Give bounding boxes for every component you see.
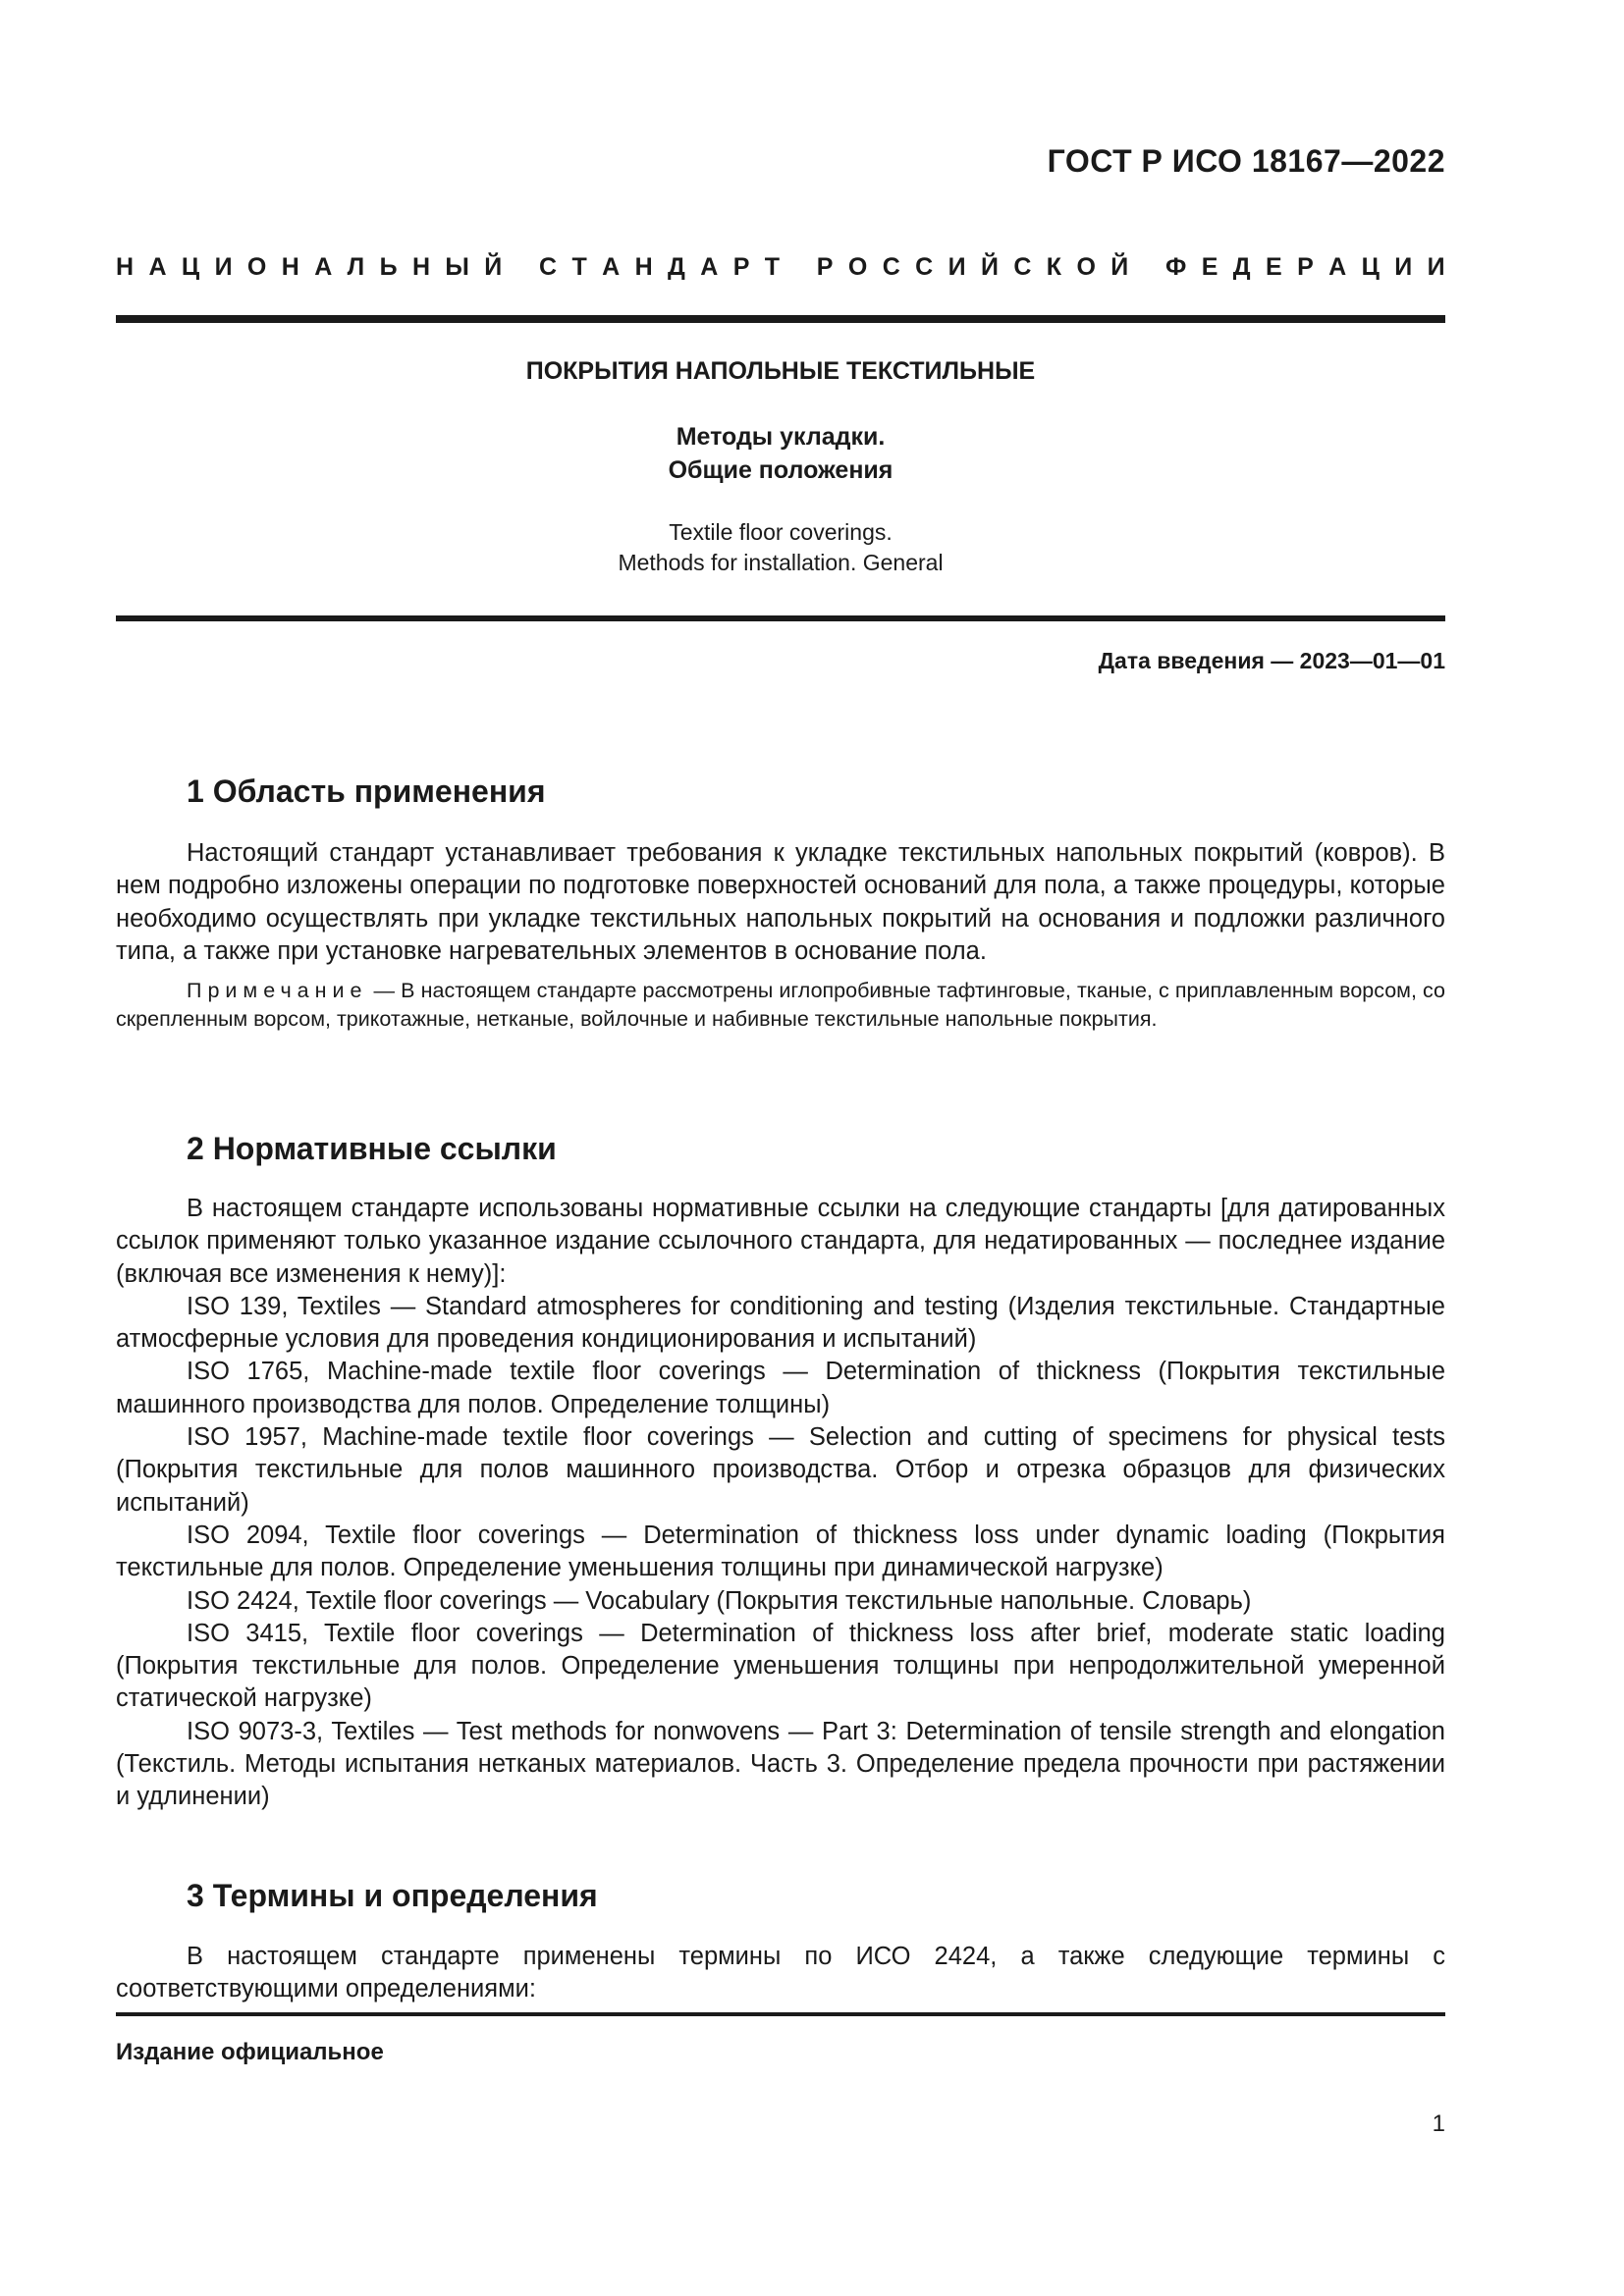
standard-title: ПОКРЫТИЯ НАПОЛЬНЫЕ ТЕКСТИЛЬНЫЕ (525, 357, 1036, 385)
banner-letter: Р (732, 253, 750, 281)
section-2-heading: 2 Нормативные ссылки (187, 1131, 557, 1166)
banner-space (1144, 253, 1151, 282)
banner-letter: О (1076, 253, 1096, 281)
banner-letter: Е (1201, 253, 1218, 281)
banner-letter: Н (411, 253, 431, 281)
note-text: — В настоящем стандарте рассмотрены иглопробивные тафтинговые, тканые, с приплавленным ворсом, со скрепленным ворсом, трикотажные, нетканые, войлочные и набивные текстильные напольные покрытия. (116, 979, 1445, 1031)
banner-letter: Т (764, 253, 781, 281)
banner-letter: А (148, 253, 167, 281)
banner-letter: Ц (181, 253, 200, 281)
banner-letter: Ц (1361, 253, 1380, 281)
banner-letter: Ь (379, 253, 398, 281)
banner-letter: С (915, 253, 934, 281)
banner-letter: С (1013, 253, 1032, 281)
standard-designation: ГОСТ Р ИСО 18167—2022 (1047, 143, 1445, 179)
reference-item: ISO 1765, Machine-made textile floor coverings — Determination of thickness (Покрытия текстильные машинного производства для полов. Определение толщины) (116, 1358, 1445, 1418)
banner-letter: С (539, 253, 558, 281)
banner-letter: Й (1110, 253, 1129, 281)
section-3-heading: 3 Термины и определения (187, 1878, 598, 1913)
subtitle-line-2: Общие положения (668, 456, 893, 484)
banner-letter: Й (980, 253, 999, 281)
page-number: 1 (1432, 2110, 1445, 2137)
reference-item: ISO 2424, Textile floor coverings — Vocabulary (Покрытия текстильные напольные. Словарь) (187, 1586, 1252, 1615)
banner-letter: Н (281, 253, 299, 281)
banner-letter: Т (571, 253, 587, 281)
subtitle-line-1: Методы укладки. (676, 423, 886, 451)
section-1-note (116, 977, 1445, 1034)
national-standard-banner (116, 253, 1445, 282)
banner-letter: Д (668, 253, 685, 281)
introduction-date: Дата введения — 2023—01—01 (1098, 648, 1445, 673)
footer-divider (116, 2012, 1445, 2016)
banner-letter: К (1046, 253, 1062, 281)
banner-letter: О (246, 253, 267, 281)
banner-letter: Й (484, 253, 503, 281)
banner-letter: Р (816, 253, 834, 281)
reference-item: ISO 139, Textiles — Standard atmospheres for conditioning and testing (Изделия текстильные. Стандартные атмосферные условия для проведения кондиционирования и испытаний) (116, 1292, 1445, 1354)
banner-letter: Е (1266, 253, 1282, 281)
banner-letter: Д (1232, 253, 1251, 281)
banner-letter: А (700, 253, 719, 281)
title-divider (116, 615, 1445, 621)
banner-letter: И (947, 253, 966, 281)
reference-item: ISO 2094, Textile floor coverings — Determination of thickness loss under dynamic loading (Покрытия текстильные для полов. Определение уменьшения толщины при динамической нагрузке) (116, 1521, 1445, 1582)
banner-letter: А (314, 253, 333, 281)
standard-subtitle (116, 420, 1445, 487)
english-title-line-1: Textile floor coverings. (669, 519, 893, 545)
normative-references (116, 1193, 1445, 1814)
reference-item: ISO 1957, Machine-made textile floor coverings — Selection and cutting of specimens for physical tests (Покрытия текстильные для полов машинного производства. Отбор и отрезка образцов для физических испытаний) (116, 1423, 1445, 1517)
banner-letter: С (882, 253, 900, 281)
banner-letter: Н (116, 253, 135, 281)
references-intro: В настоящем стандарте использованы нормативные ссылки на следующие стандарты [для датированных ссылок применяют только указанное издание ссылочного стандарта, для недатированных — последнее издание (включая все изменения к нему)]: (116, 1195, 1445, 1288)
english-title (116, 517, 1445, 578)
banner-letter: Л (347, 253, 365, 281)
top-divider (116, 315, 1445, 323)
section-1-heading: 1 Область применения (187, 774, 546, 809)
banner-letter: И (214, 253, 233, 281)
reference-item: ISO 3415, Textile floor coverings — Determination of thickness loss after brief, moderate static loading (Покрытия текстильные для полов. Определение уменьшения толщины при непродолжительной умеренной статической нагрузке) (116, 1619, 1445, 1713)
banner-letter: Н (634, 253, 653, 281)
banner-letter: И (1394, 253, 1413, 281)
banner-letter: И (1427, 253, 1445, 281)
banner-letter: Ф (1164, 253, 1187, 281)
banner-letter: Ы (445, 253, 469, 281)
banner-letter: А (1328, 253, 1347, 281)
note-label: Примечание (187, 979, 368, 1002)
banner-letter: А (602, 253, 621, 281)
banner-space (517, 253, 524, 282)
banner-space (794, 253, 801, 282)
official-edition-label: Издание официальное (116, 2039, 384, 2065)
reference-item: ISO 9073-3, Textiles — Test methods for nonwovens — Part 3: Determination of tensile strength and elongation (Текстиль. Методы испытания нетканых материалов. Часть 3. Определение предела прочности при растяжении и удлинении) (116, 1717, 1445, 1811)
english-title-line-2: Methods for installation. General (618, 550, 944, 575)
banner-letter: О (847, 253, 868, 281)
banner-letter: Р (1297, 253, 1314, 281)
section-3-paragraph: В настоящем стандарте применены термины по ИСО 2424, а также следующие термины с соответствующими определениями: (116, 1943, 1445, 2003)
section-1-paragraph: Настоящий стандарт устанавливает требования к укладке текстильных напольных покрытий (ковров). В нем подробно изложены операции по подготовке поверхностей оснований для пола, а также процедуры, которые необходимо осуществлять при укладке текстильных напольных покрытий на основания и подложки различного типа, а также при установке нагревательных элементов в основание пола. (116, 839, 1445, 965)
